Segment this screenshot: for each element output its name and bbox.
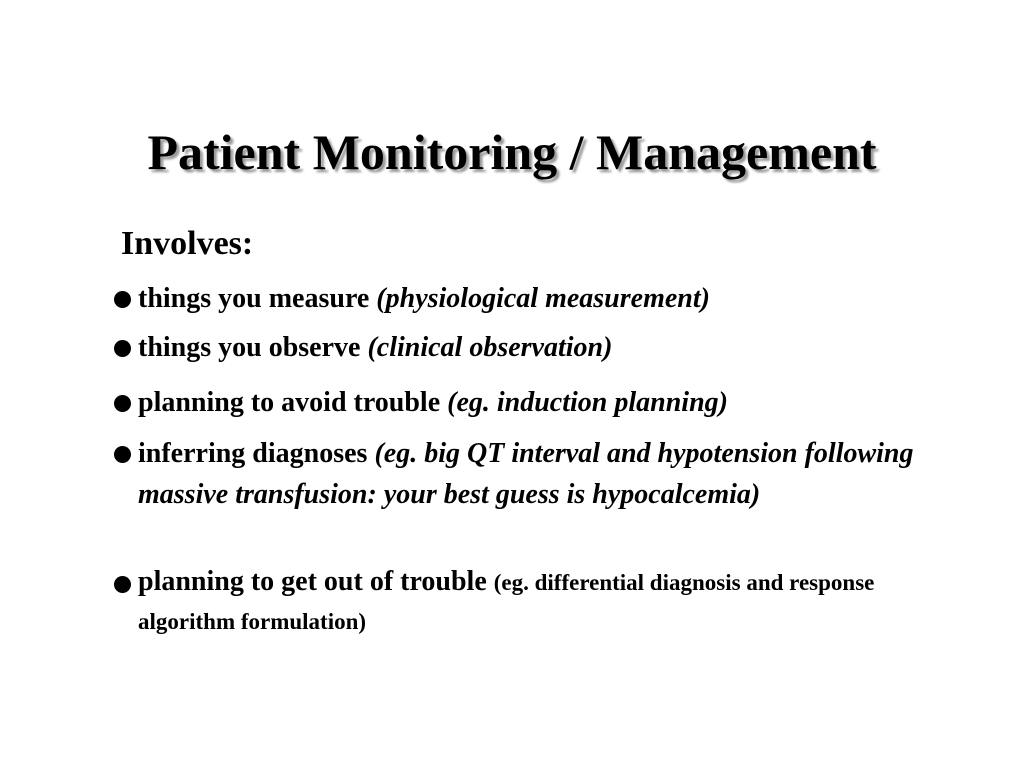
bullet-dot-icon	[114, 395, 131, 412]
slide-title: Patient Monitoring / Management	[147, 124, 877, 180]
bullet-note: (eg. induction planning)	[447, 387, 728, 418]
bullet-dot-icon	[114, 340, 131, 357]
bullet-main-text: things you measure	[138, 283, 370, 314]
bullet-item	[114, 278, 974, 319]
bullet-dot-icon	[114, 291, 131, 308]
bullet-text	[138, 327, 974, 368]
bullet-dot-icon	[114, 576, 131, 593]
bullet-dot-icon	[114, 446, 131, 463]
bullet-main-text: inferring diagnoses	[138, 438, 368, 469]
slide-subheading: Involves:	[121, 225, 254, 262]
bullet-note: (clinical observation)	[367, 332, 613, 363]
bullet-text	[138, 382, 974, 423]
bullet-item	[114, 563, 974, 641]
bullet-item	[114, 327, 974, 368]
bullet-text	[138, 433, 974, 515]
bullet-main-text: planning to avoid trouble	[138, 387, 441, 418]
bullet-text	[138, 278, 974, 319]
bullet-main-text: planning to get out of trouble	[138, 566, 487, 597]
bullet-item	[114, 433, 974, 515]
bullet-note: (eg. differential diagnosis and response algorithm formulation)	[138, 570, 875, 634]
bullet-text	[138, 563, 974, 641]
bullet-note: (eg. big QT interval and hypotension following massive transfusion: your best guess is hypocalcemia)	[138, 438, 914, 510]
bullet-main-text: things you observe	[138, 332, 361, 363]
bullet-item	[114, 382, 974, 423]
bullet-note: (physiological measurement)	[376, 283, 710, 314]
